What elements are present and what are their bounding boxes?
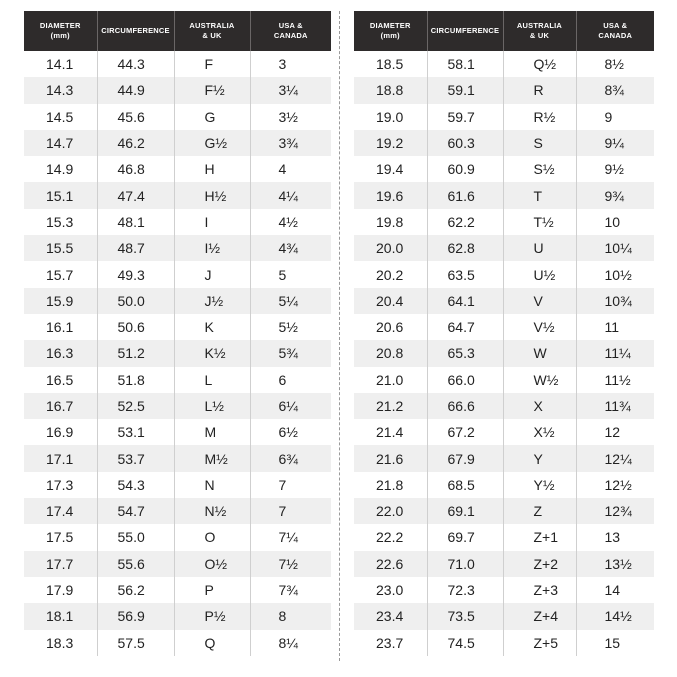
header-diameter <box>24 11 97 51</box>
circumference-cell: 72.3 <box>427 577 503 603</box>
usa-canada-size-cell: 10¾ <box>576 288 654 314</box>
australia-uk-size-cell: P½ <box>174 603 250 629</box>
table-row <box>354 130 654 156</box>
circumference-cell: 66.6 <box>427 393 503 419</box>
australia-uk-size-cell: S <box>503 130 576 156</box>
diameter-cell: 20.8 <box>354 340 427 366</box>
australia-uk-size-cell: L½ <box>174 393 250 419</box>
circumference-cell: 56.9 <box>97 603 174 629</box>
australia-uk-size-cell: Z+2 <box>503 551 576 577</box>
header-circumference <box>97 11 174 51</box>
header-australia-label: AUSTRALIA <box>189 21 235 30</box>
table-row <box>354 445 654 471</box>
table-row <box>24 498 331 524</box>
circumference-cell: 64.7 <box>427 314 503 340</box>
table-row <box>354 524 654 550</box>
circumference-cell: 56.2 <box>97 577 174 603</box>
circumference-cell: 67.9 <box>427 445 503 471</box>
usa-canada-size-cell: 11¾ <box>576 393 654 419</box>
diameter-cell: 23.4 <box>354 603 427 629</box>
circumference-cell: 66.0 <box>427 367 503 393</box>
usa-canada-size-cell: 12½ <box>576 472 654 498</box>
australia-uk-size-cell: O <box>174 524 250 550</box>
diameter-cell: 14.1 <box>24 51 97 77</box>
usa-canada-size-cell: 13 <box>576 524 654 550</box>
table-row <box>24 367 331 393</box>
circumference-cell: 44.9 <box>97 77 174 103</box>
usa-canada-size-cell: 12¾ <box>576 498 654 524</box>
diameter-cell: 16.1 <box>24 314 97 340</box>
australia-uk-size-cell: U <box>503 235 576 261</box>
usa-canada-size-cell: 5¾ <box>250 340 331 366</box>
usa-canada-size-cell: 3¼ <box>250 77 331 103</box>
header-australia-label: AUSTRALIA <box>516 21 563 30</box>
circumference-cell: 48.7 <box>97 235 174 261</box>
usa-canada-size-cell: 4¾ <box>250 235 331 261</box>
diameter-cell: 20.2 <box>354 261 427 287</box>
usa-canada-size-cell: 14 <box>576 577 654 603</box>
australia-uk-size-cell: H <box>174 156 250 182</box>
circumference-cell: 68.5 <box>427 472 503 498</box>
diameter-cell: 21.0 <box>354 367 427 393</box>
table-row <box>24 261 331 287</box>
table-row <box>24 288 331 314</box>
usa-canada-size-cell: 7 <box>250 472 331 498</box>
circumference-cell: 69.1 <box>427 498 503 524</box>
australia-uk-size-cell: V½ <box>503 314 576 340</box>
table-row <box>24 77 331 103</box>
circumference-cell: 64.1 <box>427 288 503 314</box>
diameter-cell: 20.4 <box>354 288 427 314</box>
header-diameter-unit: (mm) <box>50 31 70 40</box>
diameter-cell: 16.3 <box>24 340 97 366</box>
table-row <box>354 77 654 103</box>
australia-uk-size-cell: G½ <box>174 130 250 156</box>
header-australia-uk <box>503 11 576 51</box>
header-diameter-label: DIAMETER <box>39 21 81 30</box>
diameter-cell: 21.4 <box>354 419 427 445</box>
circumference-cell: 65.3 <box>427 340 503 366</box>
australia-uk-size-cell: R½ <box>503 104 576 130</box>
header-circumference-label: CIRCUMFERENCE <box>101 26 170 35</box>
australia-uk-size-cell: S½ <box>503 156 576 182</box>
header-usa-canada <box>576 11 654 51</box>
table-row <box>354 472 654 498</box>
table-row <box>354 419 654 445</box>
diameter-cell: 23.0 <box>354 577 427 603</box>
usa-canada-size-cell: 7¼ <box>250 524 331 550</box>
ring-size-table-left-panel <box>24 11 331 656</box>
diameter-cell: 17.7 <box>24 551 97 577</box>
australia-uk-size-cell: Y½ <box>503 472 576 498</box>
usa-canada-size-cell: 7¾ <box>250 577 331 603</box>
diameter-cell: 21.6 <box>354 445 427 471</box>
circumference-cell: 48.1 <box>97 209 174 235</box>
ring-size-table-right-panel <box>354 11 654 656</box>
table-row <box>24 235 331 261</box>
diameter-cell: 22.2 <box>354 524 427 550</box>
usa-canada-size-cell: 11¼ <box>576 340 654 366</box>
circumference-cell: 55.0 <box>97 524 174 550</box>
diameter-cell: 14.3 <box>24 77 97 103</box>
circumference-cell: 60.3 <box>427 130 503 156</box>
table-row <box>24 156 331 182</box>
usa-canada-size-cell: 5 <box>250 261 331 287</box>
australia-uk-size-cell: R <box>503 77 576 103</box>
header-circumference-label: CIRCUMFERENCE <box>430 26 500 35</box>
header-diameter-unit: (mm) <box>380 31 400 40</box>
circumference-cell: 58.1 <box>427 51 503 77</box>
circumference-cell: 50.6 <box>97 314 174 340</box>
usa-canada-size-cell: 6¾ <box>250 445 331 471</box>
circumference-cell: 46.2 <box>97 130 174 156</box>
diameter-cell: 23.7 <box>354 630 427 656</box>
diameter-cell: 19.6 <box>354 182 427 208</box>
diameter-cell: 14.7 <box>24 130 97 156</box>
australia-uk-size-cell: K½ <box>174 340 250 366</box>
table-row <box>24 577 331 603</box>
dashed-divider <box>339 11 340 661</box>
circumference-cell: 60.9 <box>427 156 503 182</box>
diameter-cell: 18.1 <box>24 603 97 629</box>
usa-canada-size-cell: 14½ <box>576 603 654 629</box>
table-row <box>354 261 654 287</box>
table-row <box>24 472 331 498</box>
table-row <box>354 235 654 261</box>
australia-uk-size-cell: W½ <box>503 367 576 393</box>
table-row <box>24 209 331 235</box>
diameter-cell: 19.8 <box>354 209 427 235</box>
australia-uk-size-cell: G <box>174 104 250 130</box>
australia-uk-size-cell: Q <box>174 630 250 656</box>
australia-uk-size-cell: Z+3 <box>503 577 576 603</box>
diameter-cell: 16.9 <box>24 419 97 445</box>
usa-canada-size-cell: 4 <box>250 156 331 182</box>
australia-uk-size-cell: X <box>503 393 576 419</box>
circumference-cell: 74.5 <box>427 630 503 656</box>
header-canada-label: CANADA <box>598 31 633 40</box>
diameter-cell: 16.7 <box>24 393 97 419</box>
australia-uk-size-cell: V <box>503 288 576 314</box>
australia-uk-size-cell: J <box>174 261 250 287</box>
table-row <box>24 51 331 77</box>
australia-uk-size-cell: I <box>174 209 250 235</box>
australia-uk-size-cell: X½ <box>503 419 576 445</box>
table-row <box>24 130 331 156</box>
circumference-cell: 51.8 <box>97 367 174 393</box>
australia-uk-size-cell: W <box>503 340 576 366</box>
table-row <box>354 182 654 208</box>
table-row <box>354 340 654 366</box>
diameter-cell: 17.1 <box>24 445 97 471</box>
table-row <box>354 156 654 182</box>
ring-size-table-left <box>24 11 331 656</box>
usa-canada-size-cell: 3½ <box>250 104 331 130</box>
table-row <box>24 419 331 445</box>
usa-canada-size-cell: 10¼ <box>576 235 654 261</box>
usa-canada-size-cell: 6¼ <box>250 393 331 419</box>
circumference-cell: 53.1 <box>97 419 174 445</box>
circumference-cell: 54.7 <box>97 498 174 524</box>
usa-canada-size-cell: 10 <box>576 209 654 235</box>
circumference-cell: 62.2 <box>427 209 503 235</box>
circumference-cell: 69.7 <box>427 524 503 550</box>
australia-uk-size-cell: U½ <box>503 261 576 287</box>
circumference-cell: 59.1 <box>427 77 503 103</box>
australia-uk-size-cell: O½ <box>174 551 250 577</box>
usa-canada-size-cell: 8½ <box>576 51 654 77</box>
header-australia-uk <box>174 11 250 51</box>
usa-canada-size-cell: 6 <box>250 367 331 393</box>
header-diameter-label: DIAMETER <box>369 21 411 30</box>
table-row <box>354 603 654 629</box>
usa-canada-size-cell: 9½ <box>576 156 654 182</box>
table-row <box>24 603 331 629</box>
australia-uk-size-cell: Q½ <box>503 51 576 77</box>
header-diameter <box>354 11 427 51</box>
table-row <box>354 367 654 393</box>
usa-canada-size-cell: 15 <box>576 630 654 656</box>
diameter-cell: 15.3 <box>24 209 97 235</box>
circumference-cell: 47.4 <box>97 182 174 208</box>
australia-uk-size-cell: L <box>174 367 250 393</box>
table-row <box>354 51 654 77</box>
diameter-cell: 17.9 <box>24 577 97 603</box>
right-table-body <box>354 51 654 656</box>
header-canada-label: CANADA <box>273 31 308 40</box>
table-row <box>354 630 654 656</box>
circumference-cell: 55.6 <box>97 551 174 577</box>
usa-canada-size-cell: 8 <box>250 603 331 629</box>
table-row <box>354 551 654 577</box>
australia-uk-size-cell: N <box>174 472 250 498</box>
australia-uk-size-cell: Z+5 <box>503 630 576 656</box>
australia-uk-size-cell: J½ <box>174 288 250 314</box>
australia-uk-size-cell: T <box>503 182 576 208</box>
circumference-cell: 59.7 <box>427 104 503 130</box>
circumference-cell: 49.3 <box>97 261 174 287</box>
diameter-cell: 22.0 <box>354 498 427 524</box>
australia-uk-size-cell: Z <box>503 498 576 524</box>
table-row <box>24 314 331 340</box>
usa-canada-size-cell: 11 <box>576 314 654 340</box>
diameter-cell: 20.6 <box>354 314 427 340</box>
australia-uk-size-cell: K <box>174 314 250 340</box>
usa-canada-size-cell: 9 <box>576 104 654 130</box>
table-row <box>24 524 331 550</box>
usa-canada-size-cell: 4¼ <box>250 182 331 208</box>
table-row <box>24 630 331 656</box>
usa-canada-size-cell: 10½ <box>576 261 654 287</box>
usa-canada-size-cell: 4½ <box>250 209 331 235</box>
table-header-row <box>354 11 654 51</box>
table-row <box>24 393 331 419</box>
diameter-cell: 17.4 <box>24 498 97 524</box>
australia-uk-size-cell: T½ <box>503 209 576 235</box>
australia-uk-size-cell: P <box>174 577 250 603</box>
circumference-cell: 63.5 <box>427 261 503 287</box>
circumference-cell: 73.5 <box>427 603 503 629</box>
circumference-cell: 67.2 <box>427 419 503 445</box>
table-row <box>354 498 654 524</box>
usa-canada-size-cell: 5¼ <box>250 288 331 314</box>
usa-canada-size-cell: 7½ <box>250 551 331 577</box>
australia-uk-size-cell: N½ <box>174 498 250 524</box>
circumference-cell: 53.7 <box>97 445 174 471</box>
diameter-cell: 19.4 <box>354 156 427 182</box>
diameter-cell: 17.5 <box>24 524 97 550</box>
australia-uk-size-cell: F½ <box>174 77 250 103</box>
table-row <box>24 182 331 208</box>
diameter-cell: 15.9 <box>24 288 97 314</box>
usa-canada-size-cell: 11½ <box>576 367 654 393</box>
circumference-cell: 71.0 <box>427 551 503 577</box>
usa-canada-size-cell: 6½ <box>250 419 331 445</box>
usa-canada-size-cell: 8¼ <box>250 630 331 656</box>
australia-uk-size-cell: M½ <box>174 445 250 471</box>
diameter-cell: 21.8 <box>354 472 427 498</box>
usa-canada-size-cell: 13½ <box>576 551 654 577</box>
header-usa-label: USA & <box>603 21 628 30</box>
usa-canada-size-cell: 7 <box>250 498 331 524</box>
usa-canada-size-cell: 9¾ <box>576 182 654 208</box>
circumference-cell: 50.0 <box>97 288 174 314</box>
diameter-cell: 19.2 <box>354 130 427 156</box>
australia-uk-size-cell: F <box>174 51 250 77</box>
usa-canada-size-cell: 12 <box>576 419 654 445</box>
diameter-cell: 16.5 <box>24 367 97 393</box>
usa-canada-size-cell: 3¾ <box>250 130 331 156</box>
circumference-cell: 44.3 <box>97 51 174 77</box>
left-table-body <box>24 51 331 656</box>
table-row <box>24 445 331 471</box>
table-row <box>354 393 654 419</box>
diameter-cell: 20.0 <box>354 235 427 261</box>
table-row <box>24 104 331 130</box>
table-row <box>354 209 654 235</box>
usa-canada-size-cell: 5½ <box>250 314 331 340</box>
circumference-cell: 46.8 <box>97 156 174 182</box>
diameter-cell: 21.2 <box>354 393 427 419</box>
header-usa-canada <box>250 11 331 51</box>
ring-size-table-right <box>354 11 654 656</box>
table-header-row <box>24 11 331 51</box>
circumference-cell: 57.5 <box>97 630 174 656</box>
usa-canada-size-cell: 12¼ <box>576 445 654 471</box>
diameter-cell: 18.8 <box>354 77 427 103</box>
circumference-cell: 52.5 <box>97 393 174 419</box>
diameter-cell: 14.5 <box>24 104 97 130</box>
table-row <box>354 314 654 340</box>
australia-uk-size-cell: M <box>174 419 250 445</box>
usa-canada-size-cell: 3 <box>250 51 331 77</box>
circumference-cell: 45.6 <box>97 104 174 130</box>
australia-uk-size-cell: Z+4 <box>503 603 576 629</box>
usa-canada-size-cell: 9¼ <box>576 130 654 156</box>
australia-uk-size-cell: Z+1 <box>503 524 576 550</box>
header-circumference <box>427 11 503 51</box>
table-row <box>354 577 654 603</box>
header-uk-label: & UK <box>202 31 222 40</box>
australia-uk-size-cell: H½ <box>174 182 250 208</box>
usa-canada-size-cell: 8¾ <box>576 77 654 103</box>
circumference-cell: 61.6 <box>427 182 503 208</box>
diameter-cell: 22.6 <box>354 551 427 577</box>
australia-uk-size-cell: Y <box>503 445 576 471</box>
diameter-cell: 19.0 <box>354 104 427 130</box>
circumference-cell: 51.2 <box>97 340 174 366</box>
circumference-cell: 54.3 <box>97 472 174 498</box>
diameter-cell: 15.7 <box>24 261 97 287</box>
table-row <box>354 104 654 130</box>
table-row <box>354 288 654 314</box>
diameter-cell: 15.5 <box>24 235 97 261</box>
header-uk-label: & UK <box>529 31 550 40</box>
diameter-cell: 14.9 <box>24 156 97 182</box>
diameter-cell: 18.3 <box>24 630 97 656</box>
diameter-cell: 17.3 <box>24 472 97 498</box>
table-row <box>24 340 331 366</box>
australia-uk-size-cell: I½ <box>174 235 250 261</box>
header-usa-label: USA & <box>278 21 303 30</box>
diameter-cell: 18.5 <box>354 51 427 77</box>
circumference-cell: 62.8 <box>427 235 503 261</box>
diameter-cell: 15.1 <box>24 182 97 208</box>
table-row <box>24 551 331 577</box>
